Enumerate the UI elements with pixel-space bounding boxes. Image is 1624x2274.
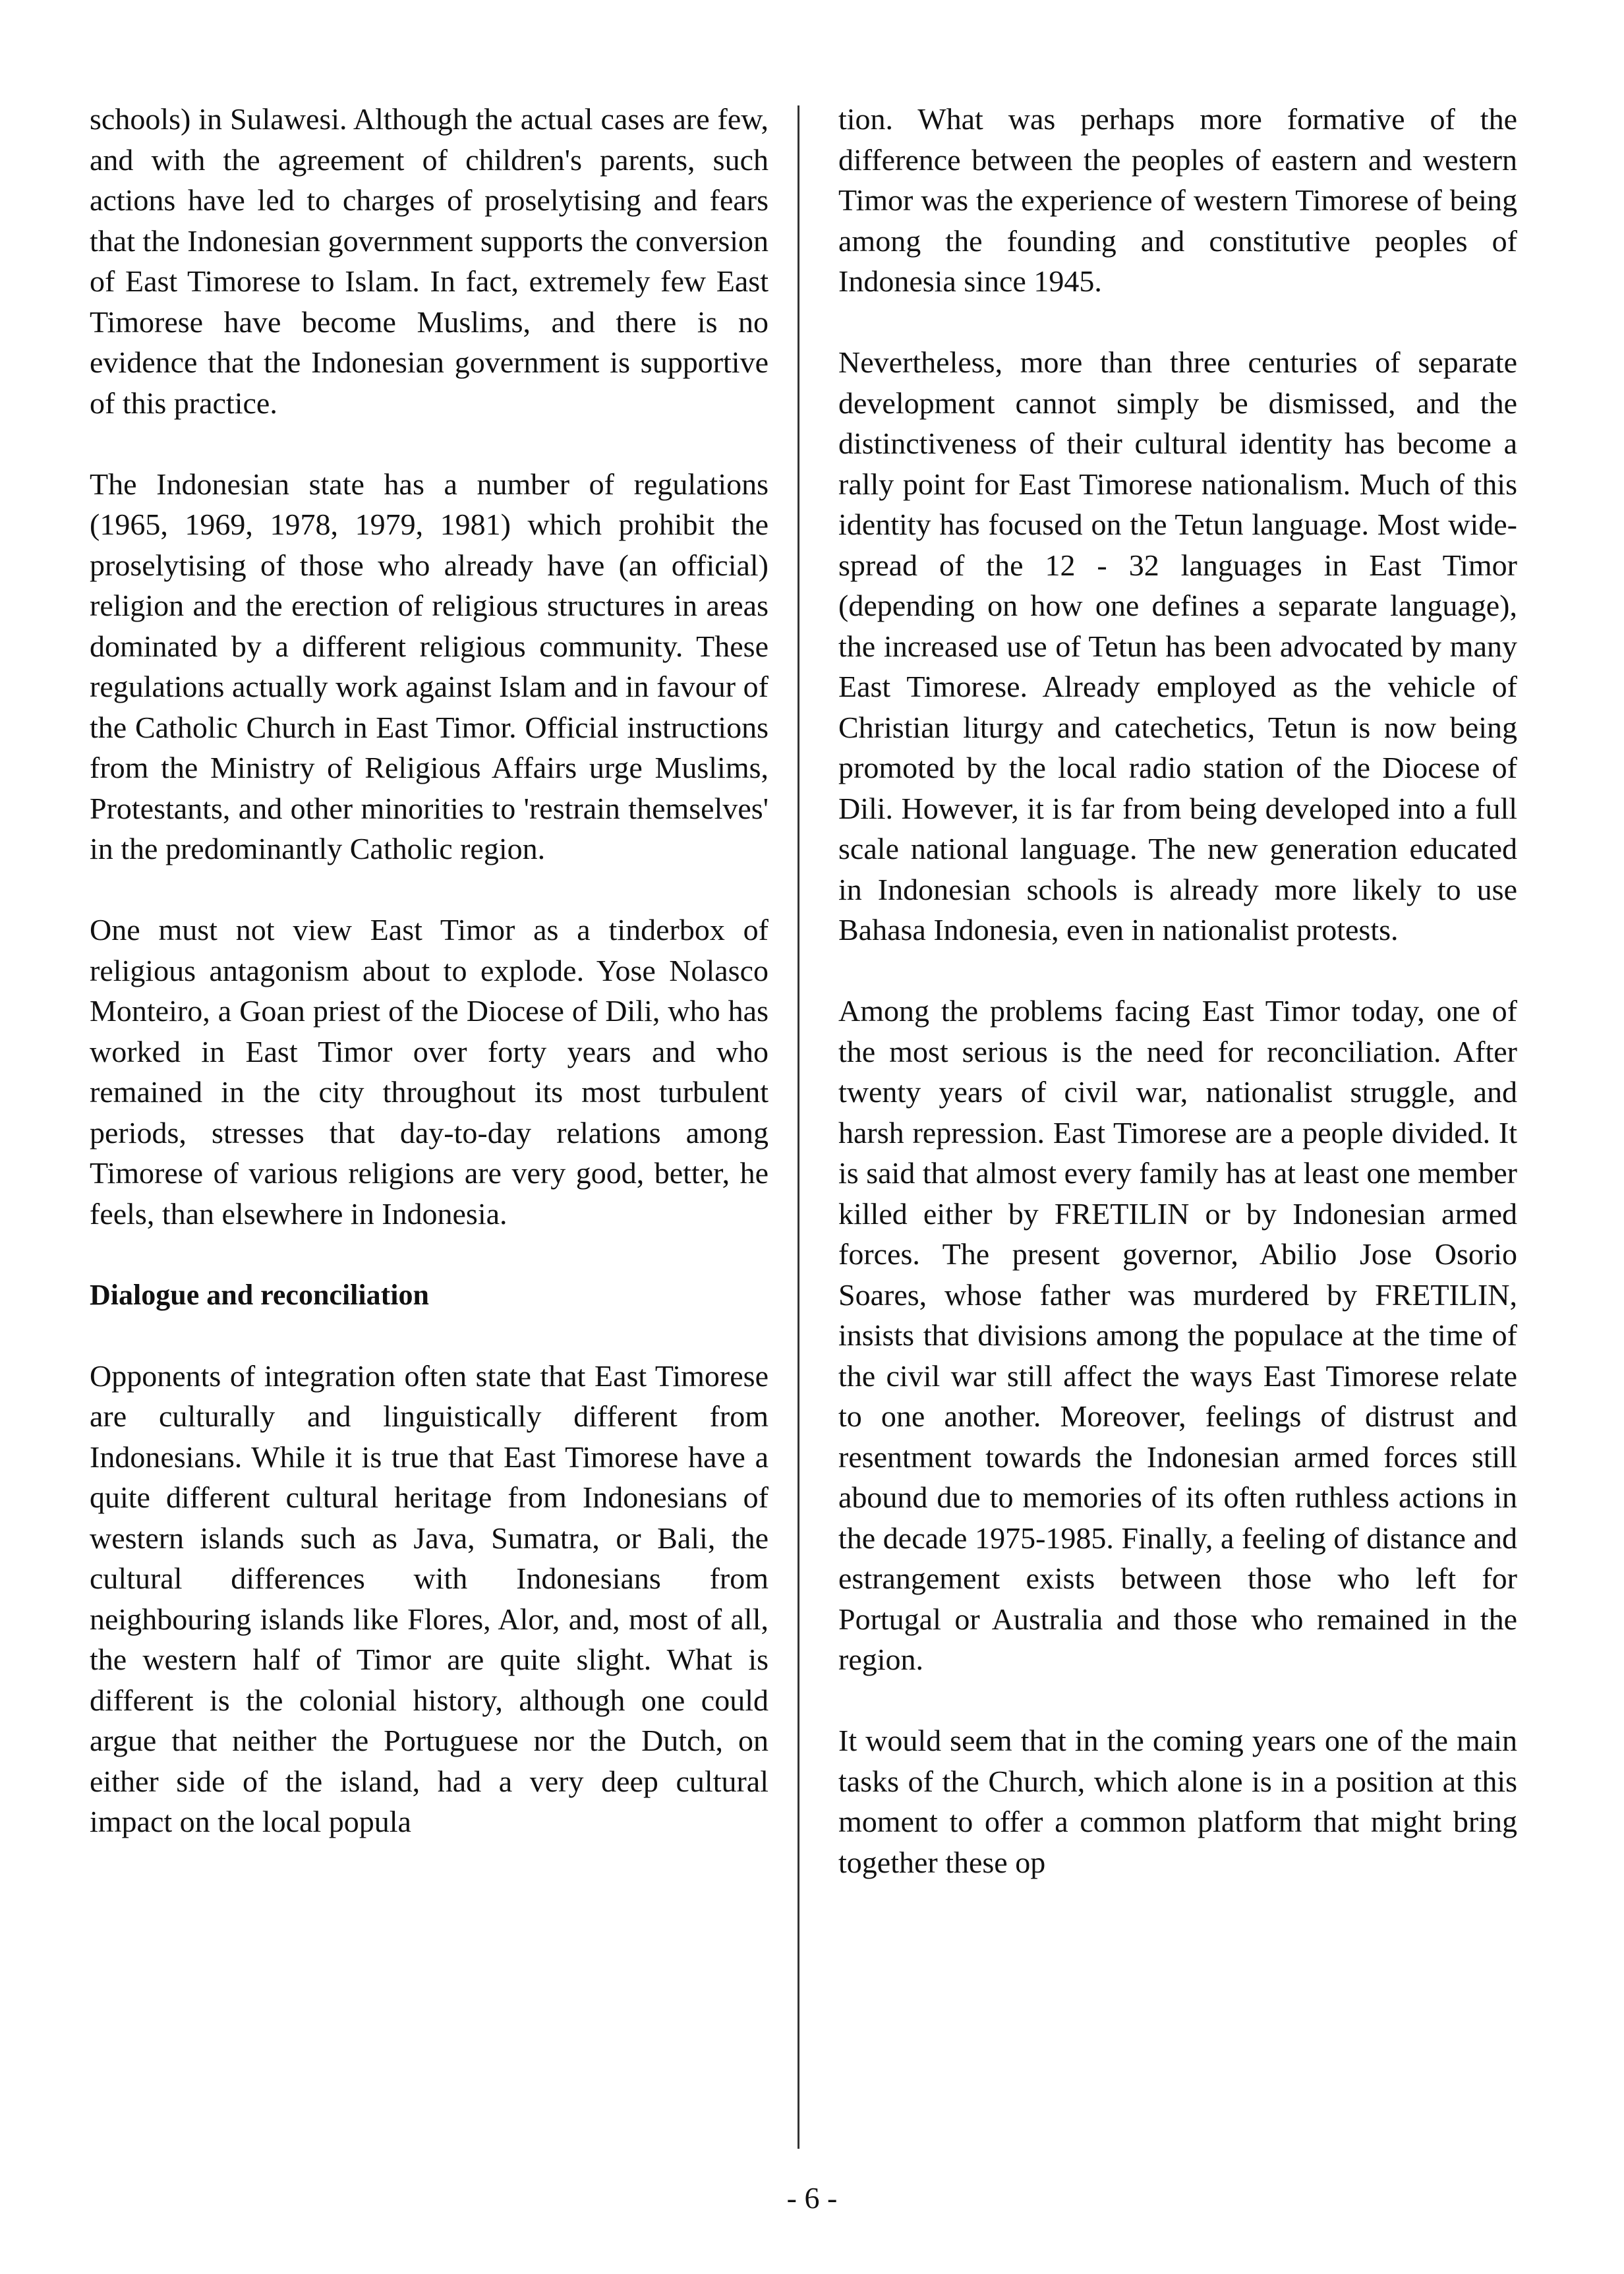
right-column	[838, 99, 1517, 1923]
left-paragraph-1: schools) in Sulawesi. Although the actual cases are few, and with the agreement of children's parents, such actions have led to charges of proselytising and fears that the Indonesian government supports the conversion of East Timorese to Islam. In fact, extremely few East Timorese have become Muslims, and there is no evidence that the Indonesian government is supportive of this practice.	[90, 102, 768, 420]
page-number: - 6 -	[786, 2181, 838, 2215]
right-paragraph-4: It would seem that in the coming years one of the main tasks of the Church, which alone is in a position at this moment to offer a common platform that might bring together these op	[838, 1724, 1517, 1879]
left-paragraph-4: Opponents of integration often state that East Timorese are culturally and linguistically different from Indonesians. While it is true that East Timorese have a quite different cultural heritage from Indonesians of western islands such as Java, Sumatra, or Bali, the cultural differences with Indonesians from neighbouring islands like Flores, Alor, and, most of all, the western half of Timor are quite slight. What is different is the colonial history, although one could argue that neither the Portuguese nor the Dutch, on either side of the island, had a very deep cultural impact on the local popula	[90, 1358, 768, 1838]
right-paragraph-2: Nevertheless, more than three centuries of separate development cannot simply be dismissed, and the distinctiveness of their cultural identity has become a rally point for East Timorese nationalism. Much of this identity has focused on the Tetun language. Most widespread of the 12 - 32 languages in East Timor (depending on how one defines a separate language), the increased use of Tetun has been advocated by many East Timorese. Already employed as the vehicle of Christian liturgy and catechetics, Tetun is now being promoted by the local radio station of the Diocese of Dili. However, it is far from being developed into a full scale national language. The new generation educated in Indonesian schools is already more likely to use Bahasa Indonesia, even in nationalist protests.	[838, 345, 1517, 947]
left-paragraph-3: One must not view East Timor as a tinderbox of religious antagonism about to explode. Yose Nolasco Monteiro, a Goan priest of the Diocese of Dili, who has worked in East Timor over forty years and who remained in the city throughout its most turbulent periods, stresses that day-to-day relations among Timorese of various religions are very good, better, he feels, than elsewhere in Indonesia.	[90, 913, 768, 1231]
left-paragraph-2: The Indonesian state has a number of regulations (1965, 1969, 1978, 1979, 1981) which prohibit the proselytising of those who already have (an official) religion and the erection of religious structures in areas dominated by a different religious community. These regulations actually work against Islam and in favour of the Catholic Church in East Timor. Official instructions from the Ministry of Religious Affairs urge Muslims, Protestants, and other minorities to 'restrain themselves' in the predominantly Catholic region.	[90, 467, 768, 865]
left-column	[90, 99, 768, 1882]
right-paragraph-3: Among the problems facing East Timor today, one of the most serious is the need for reconciliation. After twenty years of civil war, nationalist struggle, and harsh repression. East Timorese are a people divided. It is said that almost every family has at least one member killed either by FRETILIN or by Indonesian armed forces. The present governor, Abilio Jose Osorio Soares, whose father was murdered by FRETILIN, insists that divisions among the populace at the time of the civil war still affect the ways East Timorese relate to one another. Moreover, feelings of distrust and resentment towards the Indonesian armed forces still abound due to memories of its often ruthless actions in the decade 1975-1985. Finally, a feeling of distance and estrangement exists between those who left for Portugal or Australia and those who remained in the region.	[838, 994, 1517, 1676]
section-heading: Dialogue and reconciliation	[90, 1278, 429, 1311]
right-paragraph-1: tion. What was perhaps more formative of the difference between the peoples of eastern and western Timor was the experience of western Timorese of being among the founding and constitutive peoples of Indonesia since 1945.	[838, 102, 1517, 298]
column-divider	[798, 105, 799, 2149]
